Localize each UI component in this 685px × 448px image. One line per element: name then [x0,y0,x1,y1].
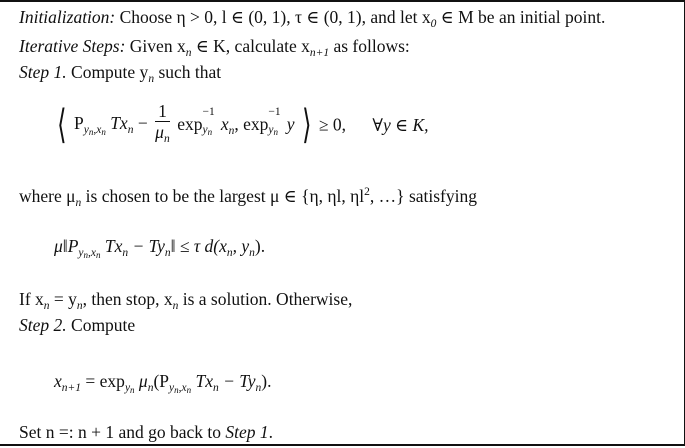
step2-line [19,314,135,336]
if-tail: , then stop, x [82,289,173,309]
exp1-sub: y [202,123,208,136]
set-line [19,421,273,443]
eq3-x: x [54,371,62,391]
eq2-psub2: n [83,250,88,260]
eq2-psub: y [78,247,84,259]
where-sup: 2 [364,186,370,198]
where-tail2: , …} satisfying [369,186,477,206]
forall-text: ∀y ∈ K, [372,114,429,135]
x: x [216,113,229,134]
eq3-psub: y [169,382,175,394]
eq2-minus-Ty: − Ty [128,236,165,256]
p-sub-n2: n [101,127,106,137]
eq2-Tx: Tx [100,236,123,256]
eq2-psub3: ,x [88,247,96,259]
iterative-text: Given x [125,36,186,56]
iterative-steps-label: Iterative Steps: [19,36,126,56]
iterative-tail: ∈ K, calculate x [191,36,310,56]
x-sub: n [228,124,235,137]
left-angle: ⟨ [57,102,67,148]
equation-3 [54,371,271,395]
eq3-Txsub: n [213,382,219,394]
minus: − [133,113,153,133]
eq2-end: ). [254,236,266,256]
if-sub: n [43,300,50,312]
iterative-steps-line [19,35,410,64]
eq1-body2 [177,105,299,137]
eq3-psub4: n [186,385,192,395]
eq1-body [73,113,153,137]
eq2-Tysub: n [164,247,171,259]
eq3-musub: n [147,382,154,394]
eq3-end: ). [261,371,272,391]
xn1-subscript: n+1 [309,47,330,59]
if-line [19,288,352,317]
equation-2 [54,236,265,260]
fraction-1-over-mu [155,101,170,149]
step1-tail: such that [154,62,222,82]
step2-label: Step 2. [19,315,67,335]
exp2-sub: y [268,123,274,136]
where-line [19,181,477,214]
Tx: Tx [105,113,128,133]
iterative-tail2: as follows: [329,36,410,56]
eq3-Tysub: n [255,382,262,394]
p-sub-x: ,x [93,124,102,136]
top-rule [0,0,685,2]
p-sub-n: n [88,127,94,137]
comma-exp2: , exp [234,113,269,134]
if-sub2: n [76,300,83,312]
step1-text: Compute y [66,62,149,82]
frac-den-mu: μ [155,122,164,142]
eq3-expsub: y [124,382,131,394]
set-end: . [268,422,274,442]
if-mid: = y [49,289,77,309]
Tx-sub: n [127,124,134,136]
eq2-dsub2: n [249,247,255,259]
initialization-line [19,6,605,35]
step2-text: Compute [66,315,136,335]
step1-line [19,61,221,90]
frac-num: 1 [155,101,170,122]
p-sub-y: y [83,124,89,136]
frac-den [155,122,170,149]
exp1: exp [177,113,203,134]
initialization-label: Initialization: [19,7,116,27]
equation-1 [54,101,429,149]
eq3-minus-Ty: − Ty [218,371,256,391]
set-text: Set n =: n + 1 and go back to [19,422,226,442]
eq3-eq-exp: = exp [81,371,125,391]
forall-clause [372,115,428,135]
exp1-subsub: n [207,126,213,137]
yn-subscript: n [148,73,155,85]
eq3-mu: μ [134,371,148,391]
xn-subscript: n [185,47,192,59]
eq3-Tx: Tx [191,371,213,391]
exp2-subsub: n [273,126,279,137]
eq2-dsub: n [226,247,233,259]
step1-reference: Step 1 [225,422,269,442]
eq3-expsubsub: n [130,385,135,395]
where-tail: is chosen to be the largest μ ∈ {η, ηl, ηl [81,186,365,206]
eq2-dmid: , y [232,236,250,256]
if-tail2: is a solution. Otherwise, [178,289,353,309]
eq3-psub3: ,x [178,382,187,394]
eq1-tail: ≥ 0, [318,114,347,135]
y: y [282,113,295,134]
eq2-psub4: n [95,250,101,260]
eq2-leq: ‖ ≤ τ d(x [170,236,227,256]
frac-den-sub: n [163,133,170,145]
exp2-sup: −1 [268,105,281,118]
step1-label: Step 1. [19,62,67,82]
bottom-rule [0,444,685,446]
where-sub: n [75,197,82,209]
where-text: where μ [19,186,76,206]
right-angle: ⟩ [302,102,312,148]
if-text: If x [19,289,44,309]
initialization-text: Choose η > 0, l ∈ (0, 1), τ ∈ (0, 1), and let x [115,7,431,27]
initialization-tail: ∈ M be an initial point. [436,7,606,27]
eq3-open-P: (P [153,371,170,391]
eq3-xsub: n+1 [61,382,82,394]
x0-subscript: 0 [430,18,437,30]
if-sub3: n [172,300,179,312]
eq2-Txsub: n [122,247,129,259]
eq3-psub2: n [174,385,179,395]
projection-P: P [73,113,84,133]
exp1-sup: −1 [202,105,215,118]
mu-norm: μ‖P [54,236,79,256]
